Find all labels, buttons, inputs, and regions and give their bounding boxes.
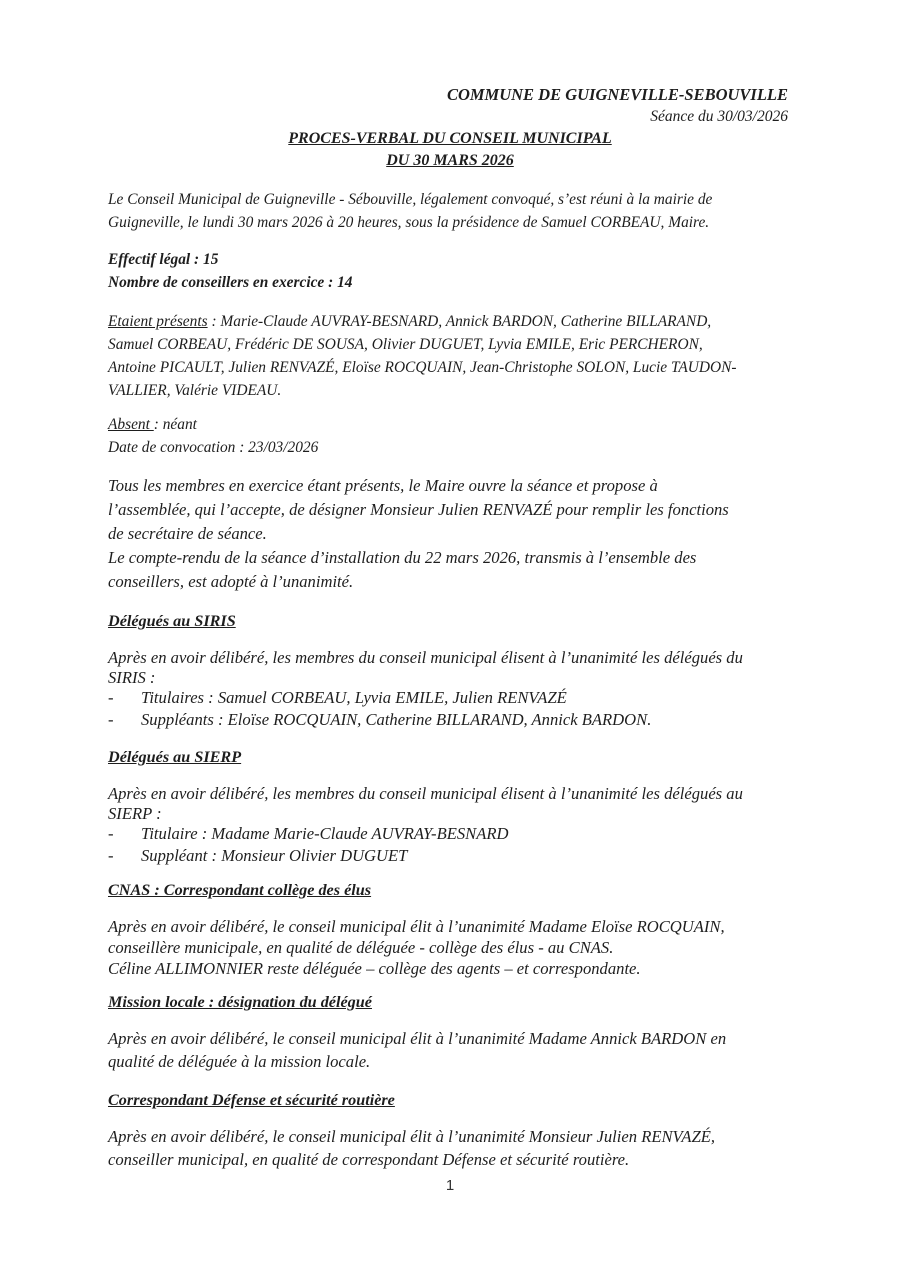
siris-suppleants: Suppléants : Eloïse ROCQUAIN, Catherine BILLARAND, Annick BARDON. [141,710,652,729]
sierp-titulaire: Titulaire : Madame Marie-Claude AUVRAY-BESNARD [141,824,509,843]
commune-name: COMMUNE DE GUIGNEVILLE-SEBOUVILLE [446,85,788,104]
opening-paragraph [108,474,808,594]
absent-block [108,413,798,459]
opening-line: Tous les membres en exercice étant présents, le Maire ouvre la séance et propose à [108,476,658,495]
intro-line: Guigneville, le lundi 30 mars 2026 à 20 heures, sous la présidence de Samuel CORBEAU, Maire. [108,214,710,231]
section-heading-defense: Correspondant Défense et sécurité routière [108,1091,395,1109]
siris-titulaires: Titulaires : Samuel CORBEAU, Lyvia EMILE, Julien RENVAZÉ [141,688,567,707]
section-heading-cnas: CNAS : Correspondant collège des élus [108,881,372,899]
mission-line: Après en avoir délibéré, le conseil municipal élit à l’unanimité Madame Annick BARDON en [108,1029,727,1048]
effectif-block [108,248,798,294]
page-number: 1 [445,1177,455,1194]
presents-line: Antoine PICAULT, Julien RENVAZÉ, Eloïse ROCQUAIN, Jean-Christophe SOLON, Lucie TAUDON- [108,359,737,376]
opening-line: Le compte-rendu de la séance d’installation du 22 mars 2026, transmis à l’ensemble des [108,548,697,567]
siris-paragraph [108,648,808,688]
presents-label: Etaient présents [108,313,208,330]
section-heading-sierp: Délégués au SIERP [108,748,242,766]
section-heading-siris: Délégués au SIRIS [108,612,236,630]
list-marker: - [108,846,114,865]
intro-paragraph [108,188,798,234]
conseillers-exercice: Nombre de conseillers en exercice : 14 [108,274,353,291]
presents-line: VALLIER, Valérie VIDEAU. [108,382,282,399]
cnas-line: Céline ALLIMONNIER reste déléguée – collège des agents – et correspondante. [108,959,641,978]
absent-line [108,413,798,436]
absent-label: Absent [108,416,154,433]
sierp-line: SIERP : [108,804,162,823]
convocation-date: Date de convocation : 23/03/2026 [108,439,319,456]
sierp-paragraph [108,784,808,824]
list-item [108,846,407,866]
opening-line: l’assemblée, qui l’accepte, de désigner Monsieur Julien RENVAZÉ pour remplir les fonctions [108,500,729,519]
presents-names: : Marie-Claude AUVRAY-BESNARD, Annick BARDON, Catherine BILLARAND, [207,313,712,330]
presents-line [108,310,798,333]
defense-paragraph [108,1125,808,1171]
cnas-paragraph [108,916,808,979]
section-heading-mission-locale: Mission locale : désignation du délégué [108,993,372,1011]
sierp-line: Après en avoir délibéré, les membres du conseil municipal élisent à l’unanimité les délégués au [108,784,743,803]
list-item [108,710,651,730]
siris-line: Après en avoir délibéré, les membres du conseil municipal élisent à l’unanimité les délégués du [108,648,743,667]
sierp-suppleant: Suppléant : Monsieur Olivier DUGUET [141,846,408,865]
document-title-date: DU 30 MARS 2026 [386,152,514,169]
effectif-legal: Effectif légal : 15 [108,251,219,268]
cnas-line: Après en avoir délibéré, le conseil municipal élit à l’unanimité Madame Eloïse ROCQUAIN, [108,917,725,936]
list-marker: - [108,710,114,729]
presents-block [108,310,798,402]
mission-line: qualité de déléguée à la mission locale. [108,1052,371,1071]
list-marker: - [108,824,114,843]
cnas-line: conseillère municipale, en qualité de déléguée - collège des élus - au CNAS. [108,938,614,957]
opening-line: conseillers, est adopté à l’unanimité. [108,572,354,591]
seance-date: Séance du 30/03/2026 [650,108,788,125]
absent-value: : néant [153,416,197,433]
document-title: PROCES-VERBAL DU CONSEIL MUNICIPAL [288,130,612,147]
intro-line: Le Conseil Municipal de Guigneville - Sébouville, légalement convoqué, s’est réuni à la mairie de [108,191,713,208]
mission-paragraph [108,1027,808,1073]
list-item [108,824,508,844]
list-marker: - [108,688,114,707]
siris-line: SIRIS : [108,668,156,687]
list-item [108,688,567,708]
defense-line: conseiller municipal, en qualité de correspondant Défense et sécurité routière. [108,1150,630,1169]
defense-line: Après en avoir délibéré, le conseil municipal élit à l’unanimité Monsieur Julien RENVAZÉ, [108,1127,716,1146]
opening-line: de secrétaire de séance. [108,524,267,543]
presents-line: Samuel CORBEAU, Frédéric DE SOUSA, Olivier DUGUET, Lyvia EMILE, Eric PERCHERON, [108,336,703,353]
